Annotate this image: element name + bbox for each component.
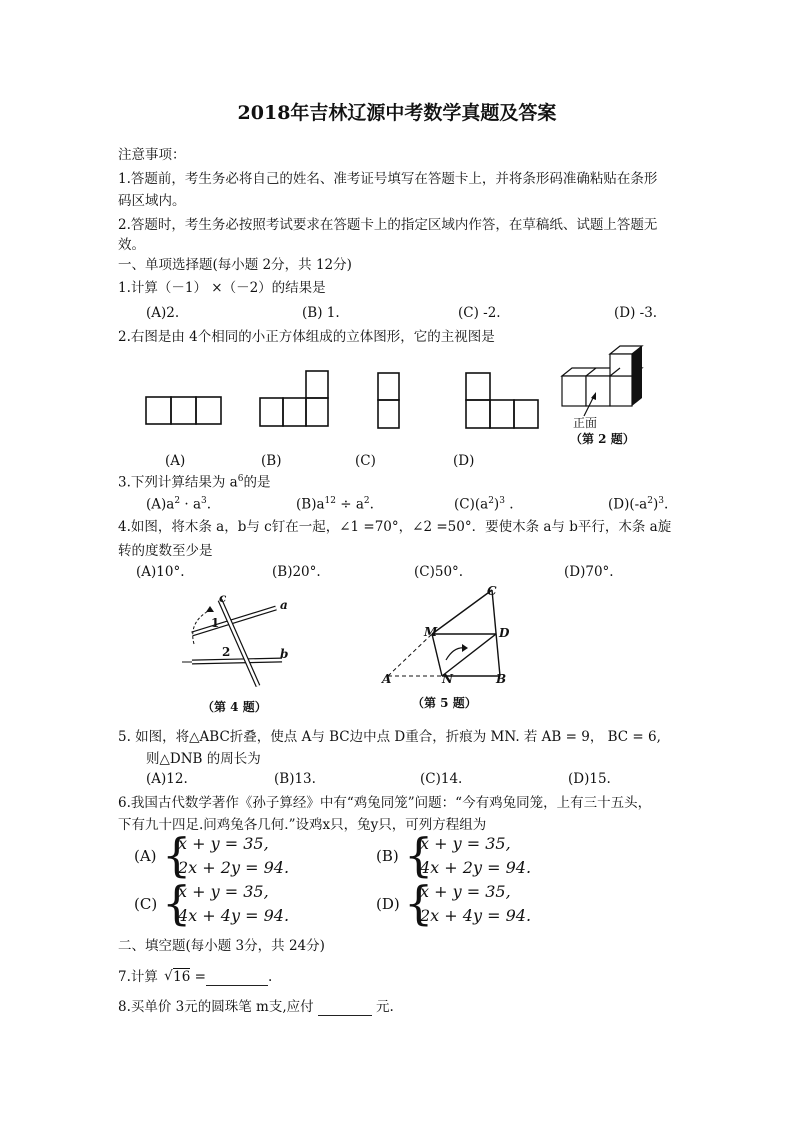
- q2-option-a-figure: [145, 396, 223, 426]
- q4-option-c: (C)50°.: [414, 564, 464, 580]
- section-2-heading: 二、填空题(每小题 3分，共 24分): [118, 938, 325, 954]
- q5-label-c: C: [487, 584, 497, 598]
- q2-caption: （第 2 题）: [570, 432, 635, 446]
- q5-label-d: D: [499, 626, 510, 640]
- q4-label-2: 2: [222, 645, 231, 659]
- q2-stem: 2.右图是由 4个相同的小正方体组成的立体图形，它的主视图是: [118, 329, 495, 345]
- q4-label-c: c: [219, 591, 227, 605]
- q6-stem-line-1: 6.我国古代数学著作《孙子算经》中有“鸡兔同笼”问题：“今有鸡兔同笼，上有三十五头，: [118, 795, 652, 811]
- q5-label-b: B: [496, 672, 507, 686]
- q2-option-c-label: (C): [355, 453, 376, 469]
- q5-stem-line-1: 5. 如图，将△ABC折叠，使点 A与 BC边中点 D重合，折痕为 MN. 若 AB = 9， BC = 6,: [118, 729, 661, 745]
- q5-label-a: A: [382, 672, 392, 686]
- q2-option-b-label: (B): [261, 453, 282, 469]
- q5-option-d: (D)15.: [568, 771, 611, 787]
- q5-label-n: N: [442, 672, 453, 686]
- q2-option-a-label: (A): [165, 453, 186, 469]
- q3-option-a: $(A)a^2 \cdot a^3$.: [146, 496, 212, 513]
- section-1-heading: 一、单项选择题(每小题 2分，共 12分): [118, 257, 352, 273]
- q2-option-b-figure: [259, 370, 329, 428]
- q1-option-b: (B) 1.: [302, 305, 340, 321]
- q8-stem: 8.买单价 3元的圆珠笔 m支,应付 元.: [118, 999, 394, 1015]
- q3-option-c: $(C)(a^2)^3$ .: [454, 496, 514, 513]
- q4-option-b: (B)20°.: [272, 564, 321, 580]
- q4-label-1: 1: [211, 616, 220, 630]
- q5-option-a: (A)12.: [146, 771, 188, 787]
- q6-option-a: (A) { x + y = 35, 2x + 2y = 94.: [134, 828, 290, 882]
- q7-stem: 7.计算 √ 16 = .: [118, 968, 273, 985]
- q4-stem-line-1: 4.如图，将木条 a，b与 c钉在一起，∠1 =70°，∠2 =50°．要使木条 a与 b平行，木条 a旋: [118, 519, 672, 535]
- q4-label-a: a: [280, 598, 288, 612]
- q6-option-d: (D) { x + y = 35, 2x + 4y = 94.: [376, 876, 532, 930]
- q3-stem: 3.下列计算结果为 $a^6$的是: [118, 474, 271, 491]
- q4-option-d: (D)70°.: [564, 564, 614, 580]
- notice-1-line-2: 码区域内。: [118, 193, 186, 209]
- q4-stem-line-2: 转的度数至少是: [118, 543, 213, 559]
- notice-1-line-1: 1.答题前，考生务必将自己的姓名、准考证号填写在答题卡上，并将条形码准确粘贴在条形: [118, 171, 658, 187]
- q6-option-b: (B) { x + y = 35, 4x + 2y = 94.: [376, 828, 532, 882]
- q1-option-a: (A)2.: [146, 305, 180, 321]
- q5-option-c: (C)14.: [420, 771, 463, 787]
- page-title: 2018年吉林辽源中考数学真题及答案: [237, 102, 557, 124]
- q5-option-b: (B)13.: [274, 771, 316, 787]
- q1-option-c: (C) -2.: [458, 305, 501, 321]
- q4-option-a: (A)10°.: [136, 564, 185, 580]
- notice-2-line-1: 2.答题时，考生务必按照考试要求在答题卡上的指定区域内作答，在草稿纸、试题上答题无: [118, 217, 658, 233]
- q6-stem-line-2: 下有九十四足.问鸡兔各几何.”设鸡x只，兔y只，可列方程组为: [118, 817, 487, 833]
- q2-front-label: 正面: [573, 416, 598, 430]
- q5-label-m: M: [424, 625, 438, 639]
- q7-answer-blank[interactable]: [206, 985, 268, 986]
- q4-caption: （第 4 题）: [202, 700, 267, 714]
- q5-caption: （第 5 题）: [412, 696, 477, 710]
- q2-option-c-figure: [377, 372, 401, 430]
- q1-stem: 1.计算（－1） ×（－2）的结果是: [118, 280, 326, 296]
- q5-stem-line-2: 则△DNB 的周长为: [146, 751, 261, 767]
- q3-option-d: $(D)(-a^2)^3$.: [608, 496, 669, 513]
- q2-option-d-figure: [465, 372, 541, 430]
- notice-2-line-2: 效。: [118, 237, 145, 253]
- q8-answer-blank[interactable]: [318, 1015, 372, 1016]
- q2-option-d-label: (D): [453, 453, 475, 469]
- q6-option-c: (C) { x + y = 35, 4x + 4y = 94.: [134, 876, 290, 930]
- q4-label-b: b: [280, 647, 289, 661]
- notice-heading: 注意事项：: [118, 147, 186, 163]
- q1-option-d: (D) -3.: [614, 305, 658, 321]
- q3-option-b: $(B)a^{12} \div a^2$.: [296, 496, 374, 513]
